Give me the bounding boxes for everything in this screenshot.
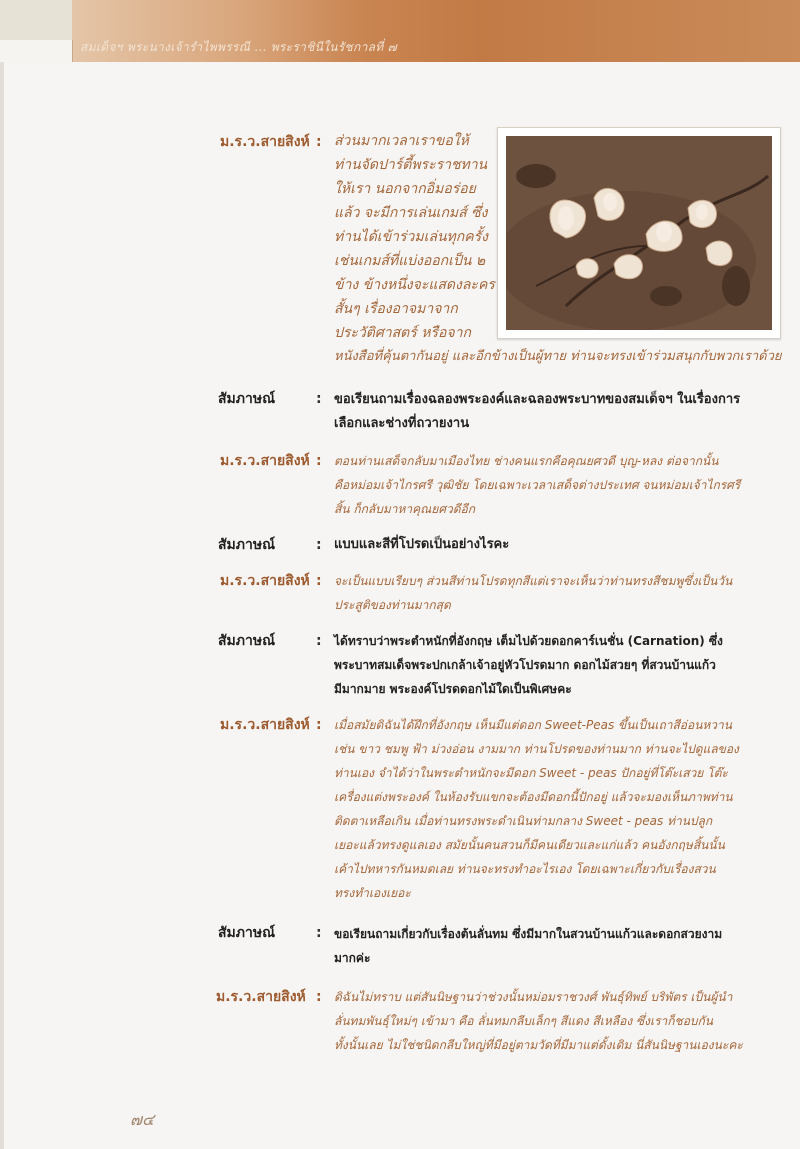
colon: : <box>316 537 322 553</box>
colon: : <box>316 134 322 150</box>
text-line: ขอเรียนถามเรื่องฉลองพระองค์และฉลองพระบาทของสมเด็จฯ ในเรื่องการ <box>334 392 741 407</box>
text-line: สิ้น ก็กลับมาหาคุณยศวดีอีก <box>334 502 475 516</box>
speaker-label: ม.ร.ว.สายสิงห์ <box>220 453 310 469</box>
speaker-label: ม.ร.ว.สายสิงห์ <box>220 134 310 150</box>
colon: : <box>316 989 322 1005</box>
text-line: ท่านเอง จำได้ว่าในพระตำหนักจะมีดอก Sweet - peas ปักอยู่ที่โต๊ะเสวย โต๊ะ <box>334 766 728 780</box>
text-line: ข้าง ข้างหนึ่งจะแสดงละคร <box>334 277 495 293</box>
text-line: แบบและสีที่โปรดเป็นอย่างไรคะ <box>334 537 510 552</box>
text-line: จะเป็นแบบเรียบๆ ส่วนสีท่านโปรดทุกสีแต่เราจะเห็นว่าท่านทรงสีชมพูซึ่งเป็นวัน <box>334 574 733 588</box>
text-line: มีมากมาย พระองค์โปรดดอกไม้ใดเป็นพิเศษคะ <box>334 682 572 696</box>
text-line: ได้ทราบว่าพระตำหนักที่อังกฤษ เต็มไปด้วยดอกคาร์เนชั่น (Carnation) ซึ่ง <box>334 634 723 648</box>
text-line: ตอนท่านเสด็จกลับมาเมืองไทย ช่างคนแรกคือคุณยศวดี บุญ-หลง ต่อจากนั้น <box>334 454 719 468</box>
text-line: เยอะแล้วทรงดูแลเอง สมัยนั้นคนสวนก็มีคนเดียวและแก่แล้ว คนอังกฤษสิ้นนั้น <box>334 838 725 852</box>
page-number: ๗๔ <box>130 1110 155 1129</box>
colon: : <box>316 391 322 407</box>
speaker-label: สัมภาษณ์ <box>218 537 276 553</box>
photo-frame <box>497 127 781 339</box>
text-line: ทั้งนั้นเลย ไม่ใช่ชนิดกลีบใหญ่ที่มีอยู่ตามวัดที่มีมาแต่ดั้งเดิม นี่สันนิษฐานเองนะคะ <box>334 1038 743 1052</box>
text-line: ประวัติศาสตร์ หรือจาก <box>334 325 471 341</box>
text-line: พระบาทสมเด็จพระปกเกล้าเจ้าอยู่หัวโปรดมาก ดอกไม้สวยๆ ที่สวนบ้านแก้ว <box>334 658 716 672</box>
text-line: มากค่ะ <box>334 951 371 965</box>
text-line: ให้เรา นอกจากอิ่มอร่อย <box>334 181 476 197</box>
sweet-pea-photo-icon <box>506 136 772 330</box>
speaker-label: ม.ร.ว.สายสิงห์ <box>216 989 306 1005</box>
text-line: เช่น ขาว ชมพู ฟ้า ม่วงอ่อน งามมาก ท่านโปรดของท่านมาก ท่านจะไปดูแลของ <box>334 742 739 756</box>
text-line: ลั่นทมพันธุ์ใหม่ๆ เข้ามา คือ ลั่นทมกลีบเล็กๆ สีแดง สีเหลือง ซึ่งเราก็ชอบกัน <box>334 1014 713 1028</box>
text-line: เลือกและช่างที่ถวายงาน <box>334 416 470 431</box>
text-line: ท่านจัดปาร์ตี้พระราชทาน <box>334 157 488 173</box>
colon: : <box>316 453 322 469</box>
text-line: ประสูติของท่านมากสุด <box>334 598 451 612</box>
text-line: เครื่องแต่งพระองค์ ในห้องรับแขกจะต้องมีดอกนี้ปักอยู่ แล้วจะมองเห็นภาพท่าน <box>334 790 733 804</box>
text-line: เมื่อสมัยดิฉันได้ฝึกที่อังกฤษ เห็นมีแต่ดอก Sweet-Peas ขึ้นเป็นเถาสีอ่อนหวาน <box>334 718 732 732</box>
colon: : <box>316 717 322 733</box>
colon: : <box>316 633 322 649</box>
running-title: สมเด็จฯ พระนางเจ้ารำไพพรรณี ... พระราชินีในรัชกาลที่ ๗ <box>80 40 397 54</box>
text-line: ติดตาเหลือเกิน เมื่อท่านทรงพระดำเนินท่ามกลาง Sweet - peas ท่านปลูก <box>334 814 713 828</box>
colon: : <box>316 925 322 941</box>
text-line: ขอเรียนถามเกี่ยวกับเรื่องต้นลั่นทม ซึ่งมีมากในสวนบ้านแก้วและดอกสวยงาม <box>334 927 723 941</box>
text-line: ท่านได้เข้าร่วมเล่นทุกครั้ง <box>334 229 488 245</box>
speaker-label: สัมภาษณ์ <box>218 633 276 649</box>
text-line: ดิฉันไม่ทราบ แต่สันนิษฐานว่าช่วงนั้นหม่อมราชวงศ์ พันธุ์ทิพย์ บริพัตร เป็นผู้นำ <box>334 990 733 1004</box>
text-line: แล้ว จะมีการเล่นเกมส์ ซึ่ง <box>334 205 488 221</box>
text-line: ทรงทำเองเยอะ <box>334 886 411 900</box>
speaker-label: สัมภาษณ์ <box>218 391 276 407</box>
page-edge <box>0 62 4 1149</box>
speaker-label: ม.ร.ว.สายสิงห์ <box>220 717 310 733</box>
text-line: เช่นเกมส์ที่แบ่งออกเป็น ๒ <box>334 253 486 269</box>
text-line: ส่วนมากเวลาเราขอให้ <box>334 133 469 149</box>
flower-illustration <box>506 136 772 330</box>
speaker-label: สัมภาษณ์ <box>218 925 276 941</box>
text-line: สั้นๆ เรื่องอาจมาจาก <box>334 301 458 317</box>
text-line: หนังสือที่คุ้นตากันอยู่ และอีกข้างเป็นผู้ทาย ท่านจะทรงเข้าร่วมสนุกกับพวกเราด้วย <box>334 349 782 364</box>
speaker-label: ม.ร.ว.สายสิงห์ <box>220 573 310 589</box>
colon: : <box>316 573 322 589</box>
page-edge-tab <box>0 40 73 62</box>
text-line: เค้าไปทหารกันหมดเลย ท่านจะทรงทำอะไรเอง โดยเฉพาะเกี่ยวกับเรื่องสวน <box>334 862 716 876</box>
text-line: คือหม่อมเจ้าไกรศรี วุฒิชัย โดยเฉพาะเวลาเสด็จต่างประเทศ จนหม่อมเจ้าไกรศรี <box>334 478 741 492</box>
